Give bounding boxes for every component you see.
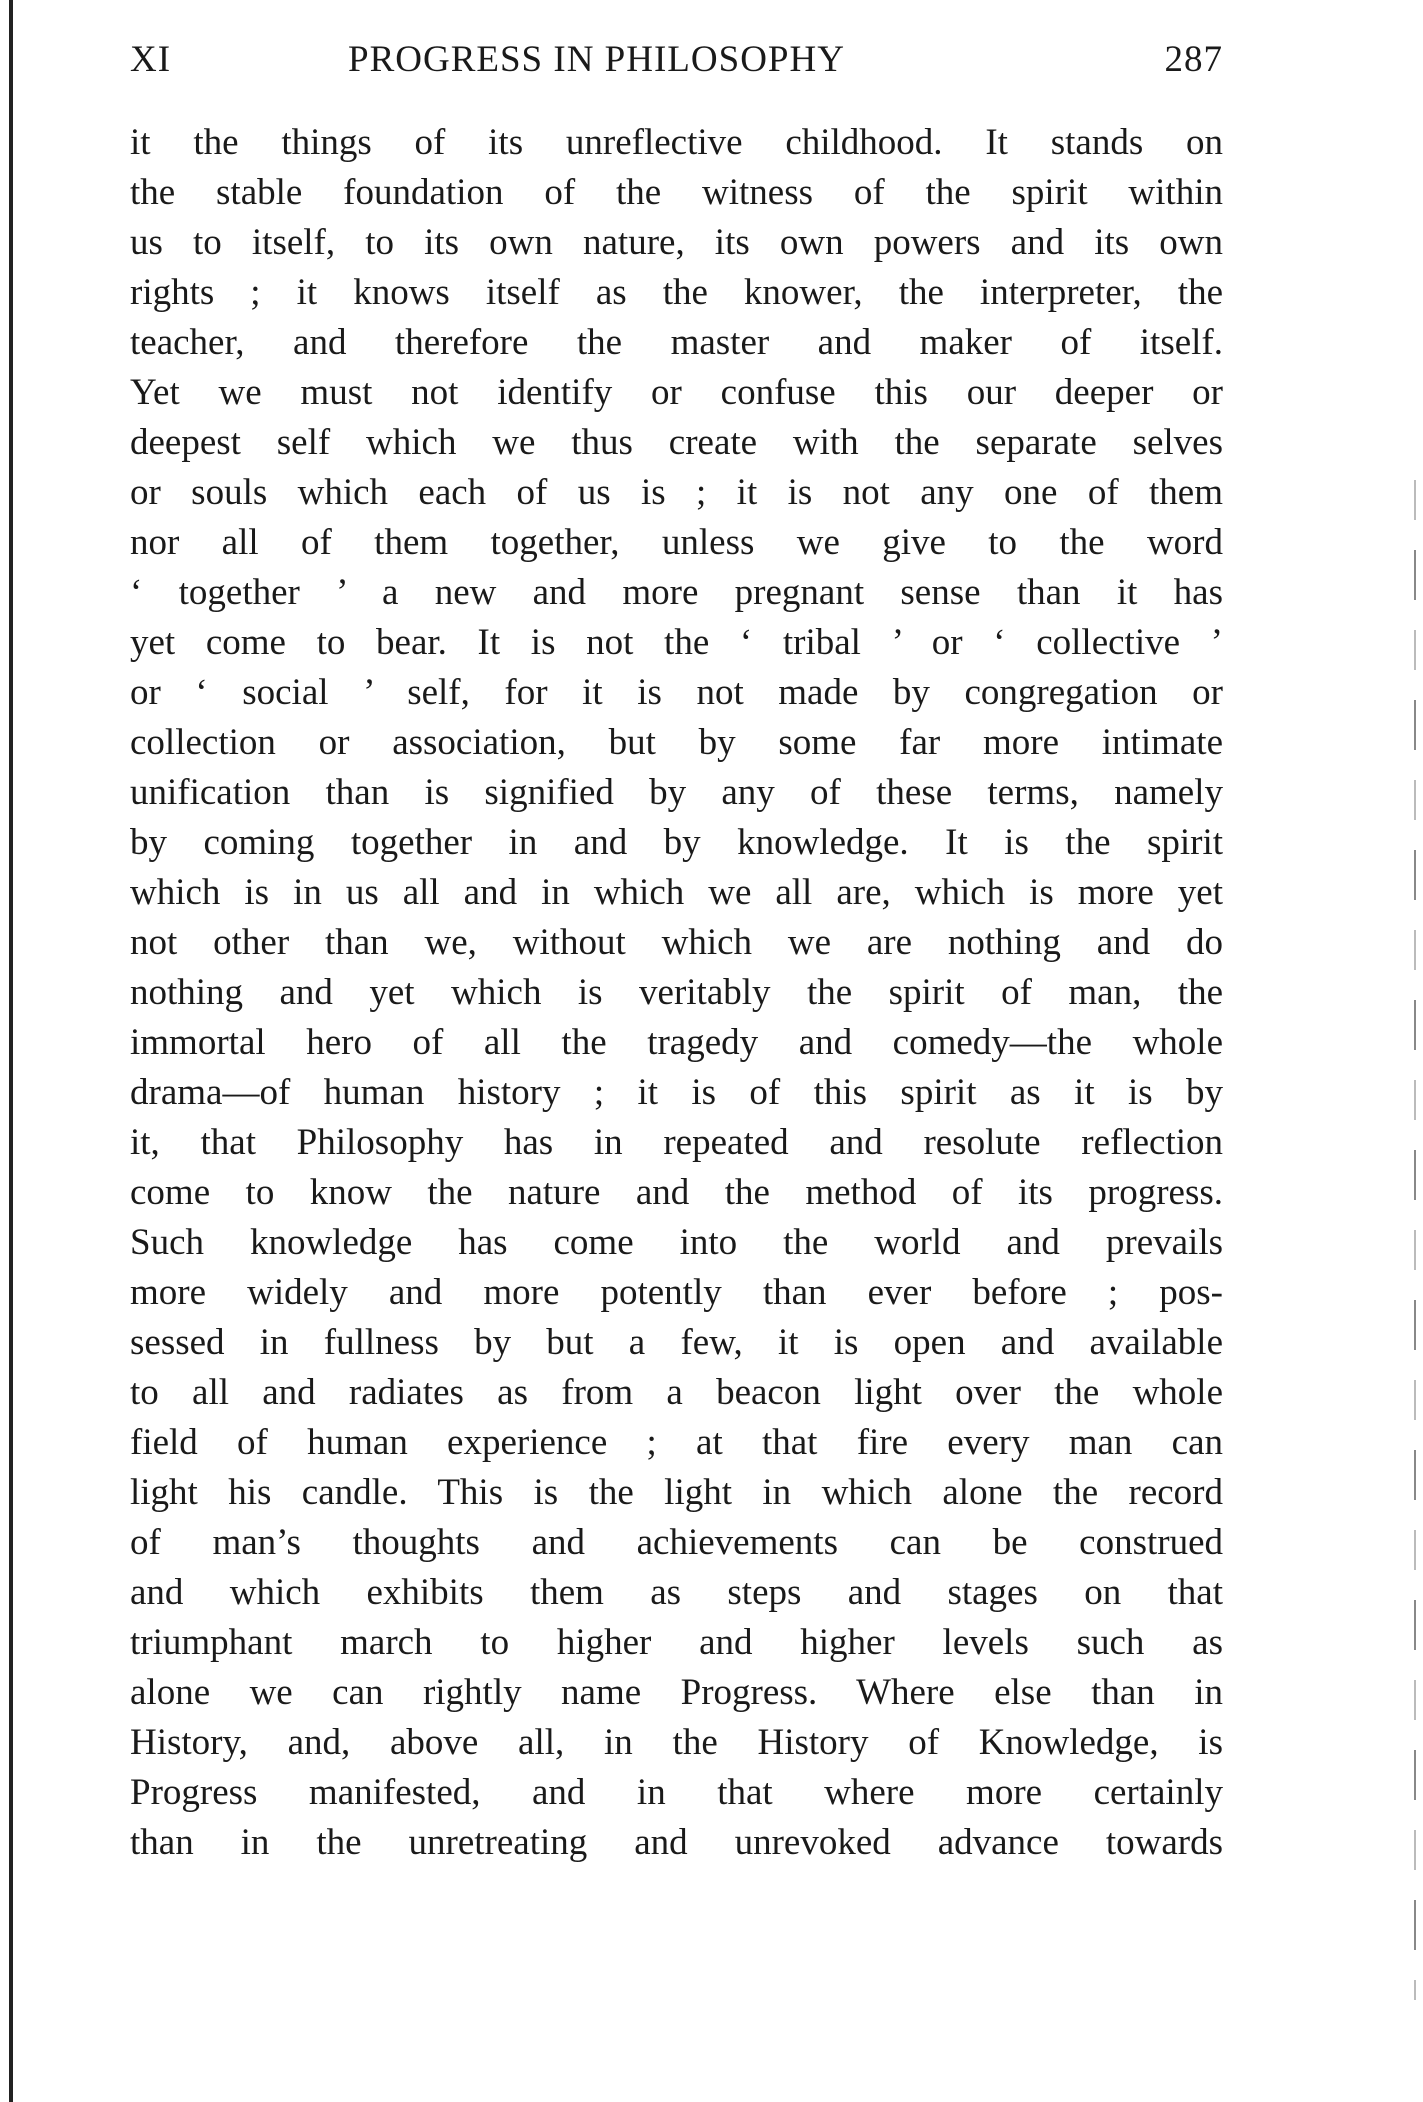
text-line: unification than is signified by any of these terms, namely [130, 772, 1223, 813]
text-line: it, that Philosophy has in repeated and resolute reflection [130, 1122, 1223, 1163]
text-line: nothing and yet which is veritably the spirit of man, the [130, 972, 1223, 1013]
text-line: the stable foundation of the witness of the spirit within [130, 172, 1223, 213]
text-line: field of human experience ; at that fire every man can [130, 1422, 1223, 1463]
text-line: Progress manifested, and in that where more certainly [130, 1772, 1223, 1813]
text-line: triumphant march to higher and higher levels such as [130, 1622, 1223, 1663]
text-line: drama—of human history ; it is of this spirit as it is by [130, 1072, 1223, 1113]
text-line: which is in us all and in which we all are, which is more yet [130, 872, 1223, 913]
text-line: Such knowledge has come into the world and prevails [130, 1222, 1223, 1263]
scan-edge-marks [1414, 480, 1416, 2000]
text-line: rights ; it knows itself as the knower, the interpreter, the [130, 272, 1223, 313]
chapter-number: XI [130, 39, 172, 80]
page-number: 287 [1164, 39, 1223, 80]
text-line: and which exhibits them as steps and stages on that [130, 1572, 1223, 1613]
text-line: it the things of its unreflective childhood. It stands on [130, 122, 1223, 163]
text-line: nor all of them together, unless we give to the word [130, 522, 1223, 563]
text-line: Yet we must not identify or confuse this our deeper or [130, 372, 1223, 413]
text-line: deepest self which we thus create with the separate selves [130, 422, 1223, 463]
text-line: immortal hero of all the tragedy and comedy—the whole [130, 1022, 1223, 1063]
body-text [130, 118, 1223, 1868]
running-header [130, 38, 1223, 82]
text-line: by coming together in and by knowledge. It is the spirit [130, 822, 1223, 863]
text-line: or ‘ social ’ self, for it is not made by congregation or [130, 672, 1223, 713]
text-line: sessed in fullness by but a few, it is open and available [130, 1322, 1223, 1363]
text-line: teacher, and therefore the master and maker of itself. [130, 322, 1223, 363]
text-line: than in the unretreating and unrevoked advance towards [130, 1822, 1223, 1863]
text-line: of man’s thoughts and achievements can be construed [130, 1522, 1223, 1563]
text-line: more widely and more potently than ever before ; pos- [130, 1272, 1223, 1313]
text-line: light his candle. This is the light in which alone the record [130, 1472, 1223, 1513]
page-edge-rule [9, 0, 13, 2102]
text-line: or souls which each of us is ; it is not any one of them [130, 472, 1223, 513]
text-line: come to know the nature and the method of its progress. [130, 1172, 1223, 1213]
text-line: alone we can rightly name Progress. Where else than in [130, 1672, 1223, 1713]
text-line: yet come to bear. It is not the ‘ tribal ’ or ‘ collective ’ [130, 622, 1223, 663]
text-line: not other than we, without which we are nothing and do [130, 922, 1223, 963]
text-line: collection or association, but by some far more intimate [130, 722, 1223, 763]
text-line: History, and, above all, in the History of Knowledge, is [130, 1722, 1223, 1763]
text-line: to all and radiates as from a beacon light over the whole [130, 1372, 1223, 1413]
running-title: PROGRESS IN PHILOSOPHY [348, 39, 845, 80]
text-line: us to itself, to its own nature, its own powers and its own [130, 222, 1223, 263]
text-line: ‘ together ’ a new and more pregnant sense than it has [130, 572, 1223, 613]
